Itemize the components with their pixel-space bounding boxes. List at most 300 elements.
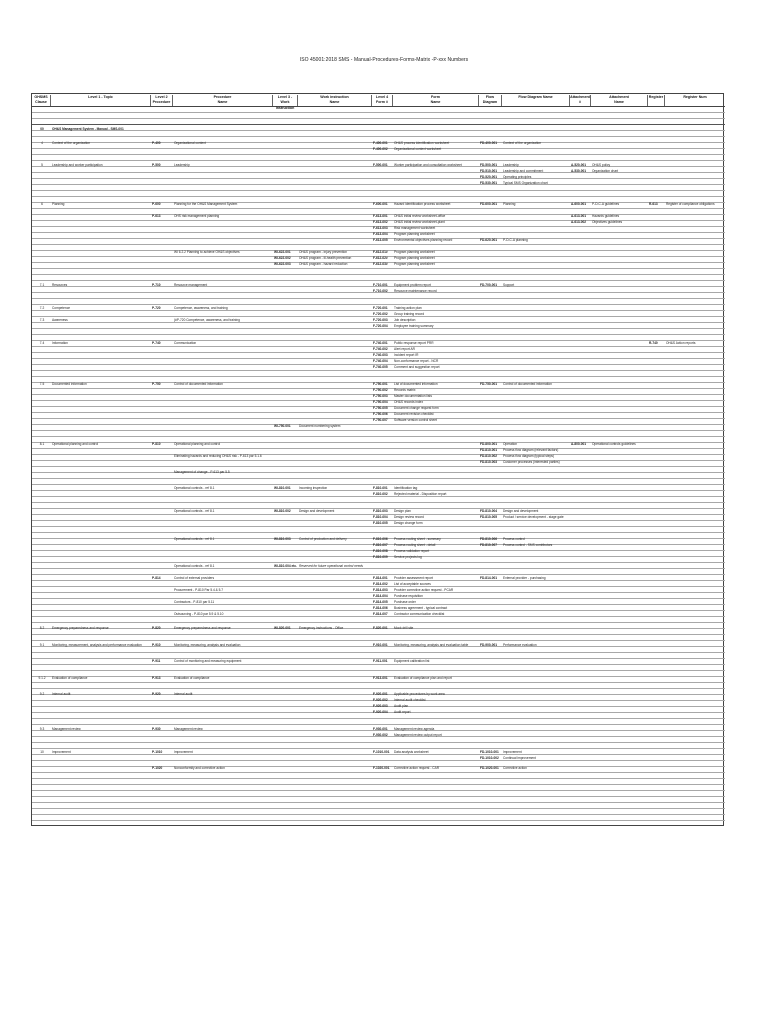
row-divider (32, 754, 725, 755)
cell-form: F-613-003 (373, 226, 388, 230)
cell-form: F-612-03# (373, 262, 388, 266)
cell-form: F-911-001 (373, 659, 388, 663)
cell-flow: FD-814-001 (480, 576, 498, 580)
row-divider (32, 370, 725, 371)
cell-fname: Environmental objectives planning record (394, 238, 453, 242)
row-divider (32, 448, 725, 449)
cell-fname: Applicable procedures by work area (394, 692, 445, 696)
cell-flname: Operation (503, 442, 517, 446)
cell-form: F-500-001 (373, 163, 388, 167)
cell-form: F-920-004 (373, 710, 388, 714)
row-divider (32, 118, 725, 119)
header-register: Register (648, 95, 665, 106)
cell-pname: Planning for the OH&S Management System (174, 202, 238, 206)
cell-form: F-710-002 (373, 289, 388, 293)
cell-fname: Master documentation lists (394, 394, 432, 398)
cell-pname: Communication (174, 341, 197, 345)
cell-l1: Resources (52, 283, 68, 287)
cell-fname: OH&S initial review worksheet-office (394, 214, 446, 218)
cell-pname: Leadership (174, 163, 190, 167)
cell-fname: Job description (394, 318, 416, 322)
cell-fname: Management review output report (394, 733, 442, 737)
row-divider (32, 328, 725, 329)
cell-form: F-820-001 (373, 626, 388, 630)
cell-proc: P-720 (152, 306, 161, 310)
cell-fname: Data analysis worksheet (394, 750, 429, 754)
cell-form: F-613-005 (373, 238, 388, 242)
cell-form: F-613-004 (373, 232, 388, 236)
cell-flow: FD-520-001 (480, 175, 498, 179)
header-attachment-name: Attachment Name (591, 95, 648, 106)
cell-form: F-810-001 (373, 486, 388, 490)
cell-fname: Comment and suggestion report (394, 365, 440, 369)
cell-fname: Internal audit checklist (394, 698, 426, 702)
row-divider (32, 244, 725, 245)
cell-flow: FD-810-006 (480, 537, 498, 541)
row-divider (32, 604, 725, 605)
header-form-name: Form Name (393, 95, 479, 106)
cell-clause: 9.1.2 (38, 676, 46, 680)
row-divider (32, 640, 725, 641)
row-divider (32, 472, 725, 473)
cell-flname: Context of the organization (503, 141, 542, 145)
cell-flow: FD-810-007 (480, 543, 498, 547)
cell-attname: Objectives guidelines (592, 220, 623, 224)
cell-form: F-1020-001 (373, 766, 390, 770)
cell-fname: Training action plan (394, 306, 422, 310)
cell-winame: Document numbering system (299, 424, 341, 428)
cell-form: F-814-005 (373, 600, 388, 604)
cell-fname: Evaluation of compliance plan and report (394, 676, 452, 680)
cell-l1: Monitoring, measurement, analysis and performance evaluation (52, 643, 142, 647)
cell-fname: Audit plan (394, 704, 409, 708)
cell-form: F-814-002 (373, 582, 388, 586)
header-level3: Level 3 - Work Instruction (273, 95, 298, 106)
cell-fname: Design change form (394, 521, 423, 525)
cell-proc: P-930 (152, 727, 161, 731)
cell-winame: Incoming inspection (299, 486, 328, 490)
cell-flow: FD-1020-001 (480, 766, 499, 770)
cell-form: F-814-001 (373, 576, 388, 580)
cell-pname: Control of monitoring and measuring equipment (174, 659, 242, 663)
row-divider (32, 748, 725, 749)
row-divider (32, 634, 725, 635)
row-divider (32, 802, 725, 803)
cell-flname: Process flow diagram (typical steps) (503, 454, 555, 458)
cell-fname: Purchase requisition (394, 594, 423, 598)
cell-pname: Management review (174, 727, 203, 731)
cell-pname: Procurement - P-810 Par 5.4 & 5.7 (174, 588, 224, 592)
cell-flname: Product / service development - stage gate (503, 515, 564, 519)
header-flow-name: Flow Diagram Name (502, 95, 570, 106)
row-divider (32, 376, 725, 377)
cell-clause: 5 (41, 163, 43, 167)
row-divider (32, 610, 725, 611)
cell-form: F-913-001 (373, 676, 388, 680)
cell-fname: OH&S records index (394, 400, 424, 404)
cell-flow: FD-900-001 (480, 643, 498, 647)
cell-proc: P-920 (152, 692, 161, 696)
cell-form: F-613-001 (373, 214, 388, 218)
cell-form: F-740-004 (373, 359, 388, 363)
row-divider (32, 136, 725, 137)
cell-fname: OH&S initial review worksheet-plant (394, 220, 445, 224)
cell-fname: Document revision checklist (394, 412, 434, 416)
row-divider (32, 664, 725, 665)
cell-clause: 9.3 (39, 727, 45, 731)
cell-fname: Process routing sheet - summary (394, 537, 441, 541)
cell-pname: Monitoring, measuring, analysis and evaluation (174, 643, 241, 647)
cell-flow: FD-530-001 (480, 181, 498, 185)
cell-form: F-930-001 (373, 727, 388, 731)
cell-flname: Design and development (503, 509, 539, 513)
row-divider (32, 298, 725, 299)
cell-pname: Operational controls - ref 8.1 (174, 564, 215, 568)
row-divider (32, 616, 725, 617)
cell-form: F-920-002 (373, 698, 388, 702)
row-divider (32, 760, 725, 761)
page-title: ISO 45001:2018 SMS - Manual-Procedures-Forms-Matrix -P-xxx Numbers (299, 57, 469, 63)
cell-form: F-740-003 (373, 353, 388, 357)
cell-flow: FD-810-004 (480, 509, 498, 513)
cell-fname: Document change request form (394, 406, 439, 410)
row-divider (32, 670, 725, 671)
cell-fname: Alert report AR (394, 347, 415, 351)
cell-winame: Design and development (299, 509, 335, 513)
cell-flow: FD-810-001 (480, 448, 498, 452)
cell-fname: Records matrix (394, 388, 416, 392)
cell-fname: Employee training summary (394, 324, 434, 328)
cell-form: F-750-001 (373, 382, 388, 386)
cell-flname: Support (503, 283, 515, 287)
cell-fname: OH&S process identification worksheet (394, 141, 450, 145)
row-divider (32, 454, 725, 455)
cell-form: F-920-003 (373, 704, 388, 708)
cell-form: F-750-005 (373, 406, 388, 410)
cell-fname: Design plan (394, 509, 411, 513)
cell-flname: External provider - purchasing (503, 576, 546, 580)
row-divider (32, 274, 725, 275)
cell-form: F-613-002 (373, 220, 388, 224)
header-flow: Flow Diagram (479, 95, 502, 106)
cell-proc: P-613 (152, 214, 161, 218)
cell-fname: Program planning worksheet (394, 256, 435, 260)
row-divider (32, 718, 725, 719)
cell-flname: Leadership (503, 163, 519, 167)
cell-fname: List of acceptable sources (394, 582, 431, 586)
cell-form: F-814-003 (373, 588, 388, 592)
row-divider (32, 742, 725, 743)
cell-pname: Competence, awareness, and training (174, 306, 228, 310)
cell-flow: FD-750-001 (480, 382, 498, 386)
cell-fname: Service projects log (394, 555, 422, 559)
cell-fname: Resource maintenance record (394, 289, 437, 293)
cell-fname: Non-conformance report - NCR (394, 359, 439, 363)
cell-flname: Control of documented information (503, 382, 552, 386)
row-divider (32, 598, 725, 599)
cell-form: F-810-004 (373, 515, 388, 519)
row-divider (32, 592, 725, 593)
cell-wi: WI-810-003 (274, 537, 291, 541)
cell-proc: P-820 (152, 626, 161, 630)
cell-winame: OH&S program - hazard reduction (299, 262, 348, 266)
row-divider (32, 688, 725, 689)
cell-fname: Process validation report (394, 549, 430, 553)
cell-l1: Planning (52, 202, 65, 206)
cell-form: F-750-004 (373, 400, 388, 404)
cell-att: A-613-002 (571, 220, 587, 224)
row-divider (32, 568, 725, 569)
cell-pname: Control of external providers (174, 576, 215, 580)
cell-flow: FD-400-001 (480, 141, 498, 145)
cell-fname: Program planning worksheet (394, 262, 435, 266)
cell-l1: Internal audit (52, 692, 71, 696)
cell-form: F-814-006 (373, 606, 388, 610)
cell-form: F-814-007 (373, 612, 388, 616)
row-divider (32, 682, 725, 683)
row-divider (32, 814, 725, 815)
cell-fname: Process routing sheet - detail (394, 543, 436, 547)
cell-pname: OHS risk management planning (174, 214, 220, 218)
cell-form: F-930-002 (373, 733, 388, 737)
cell-form: F-810-006 (373, 537, 388, 541)
cell-pname: Nonconformity and corrective action (174, 766, 225, 770)
section-divider (32, 124, 725, 125)
cell-proc: P-750 (152, 382, 161, 386)
row-divider (32, 808, 725, 809)
row-divider (32, 772, 725, 773)
header-level4: Level 4 Form # (372, 95, 393, 106)
cell-attname: OH&S policy (592, 163, 611, 167)
header-register-name: Register Num (683, 94, 707, 99)
cell-form: F-720-003 (373, 318, 388, 322)
cell-form: F-740-002 (373, 347, 388, 351)
cell-attname: Organization chart (592, 169, 619, 173)
cell-fname: Risk management worksheet (394, 226, 436, 230)
cell-form: F-720-001 (373, 306, 388, 310)
row-divider (32, 334, 725, 335)
cell-form: F-810-007 (373, 543, 388, 547)
cell-pname: WI 6.2.2 Planning to achieve OH&S objectives (174, 250, 240, 254)
cell-wi: WI-622-003 (274, 262, 291, 266)
cell-form: F-810-008 (373, 549, 388, 553)
row-divider (32, 460, 725, 461)
cell-pname: Operational controls - ref 8.1 (174, 509, 215, 513)
cell-fname: Equipment calibration list (394, 659, 430, 663)
cell-flow: FD-700-001 (480, 283, 498, 287)
cell-proc: P-740 (152, 341, 161, 345)
cell-proc: P-814 (152, 576, 161, 580)
header-level2: Level 2 Procedure (151, 95, 173, 106)
cell-proc: P-710 (152, 283, 161, 287)
row-divider (32, 778, 725, 779)
row-divider (32, 208, 725, 209)
cell-form: F-720-004 (373, 324, 388, 328)
cell-fname: Software version control sheet (394, 418, 437, 422)
cell-pname: Operational controls - ref 8.1 (174, 537, 215, 541)
cell-winame: OH&S program - injury prevention (299, 250, 348, 254)
cell-pname: Control of documented information (174, 382, 223, 386)
cell-l1: Information (52, 341, 68, 345)
cell-form: F-600-001 (373, 202, 388, 206)
cell-flname: Process control - SMS contributors (503, 543, 553, 547)
cell-clause: 10 (40, 750, 44, 754)
cell-flow: FD-510-001 (480, 169, 498, 173)
cell-wi: WI-810-001 (274, 486, 291, 490)
cell-fname: Equipment problem report (394, 283, 431, 287)
cell-flname: Customer processes (interested parties) (503, 460, 560, 464)
cell-flname: Operating principles (503, 175, 532, 179)
cell-proc: P-1010 (152, 750, 163, 754)
cell-form: F-810-003 (373, 509, 388, 513)
cell-att: A-600-001 (571, 202, 587, 206)
row-divider (32, 430, 725, 431)
cell-pname: (#P-720 Competence, awareness, and training (174, 318, 240, 322)
cell-form: F-740-001 (373, 341, 388, 345)
cell-fname: Incident report IR (394, 353, 419, 357)
cell-form: F-810-009 (373, 555, 388, 559)
header-level1: Level 1 - Topic (51, 95, 151, 106)
cell-flow: FD-810-002 (480, 454, 498, 458)
header-wi-name: Work instruction Name (298, 95, 372, 106)
cell-fname: Monitoring, measuring, analysis and evaluation table (394, 643, 469, 647)
cell-clause: 7.5 (39, 382, 45, 386)
cell-attname: P-D-C-A guidelines (592, 202, 620, 206)
cell-form: F-710-001 (373, 283, 388, 287)
cell-form: F-910-001 (373, 643, 388, 647)
row-divider (32, 784, 725, 785)
cell-attname: Hazards guidelines (592, 214, 620, 218)
matrix-sheet (31, 93, 724, 826)
cell-pname: Improvement (174, 750, 193, 754)
cell-pname: Outsourcing - P-810 par 5.9 & 5.10 (174, 612, 224, 616)
cell-proc: P-911 (152, 659, 161, 663)
cell-proc: P-400 (152, 141, 161, 145)
cell-wi: WI-810-002 (274, 509, 291, 513)
row-divider (32, 310, 725, 311)
row-divider (32, 496, 725, 497)
row-divider (32, 484, 725, 485)
cell-wi: WI-820-001 (274, 626, 291, 630)
cell-flow: FD-1010-002 (480, 756, 499, 760)
cell-l1: Documented information (52, 382, 87, 386)
cell-proc: P-810 (152, 442, 161, 446)
cell-flname: Improvement (503, 750, 522, 754)
cell-flname: Process control (503, 537, 525, 541)
row-divider (32, 562, 725, 563)
cell-fname: Public response report PRR (394, 341, 434, 345)
row-divider (32, 796, 725, 797)
row-divider (32, 268, 725, 269)
cell-flname: Performance evaluation (503, 643, 537, 647)
cell-fname: Program planning worksheet (394, 232, 435, 236)
row-divider (32, 466, 725, 467)
cell-fname: Worker participation and consultation worksheet (394, 163, 462, 167)
cell-flow: FD-800-001 (480, 442, 498, 446)
row-divider (32, 190, 725, 191)
cell-form: F-720-002 (373, 312, 388, 316)
cell-l1: Awareness (52, 318, 68, 322)
row-divider (32, 184, 725, 185)
cell-winame: Reserved for future operational control needs (299, 564, 363, 568)
cell-form: F-750-006 (373, 412, 388, 416)
cell-fname: Mock drill site (394, 626, 414, 630)
cell-l1: Competence (52, 306, 71, 310)
cell-wi: WI-810-004 etc. (274, 564, 298, 568)
cell-winame: OH&S program - ill-health prevention (299, 256, 352, 260)
row-divider (32, 502, 725, 503)
cell-fname: Provider corrective action request - PCAR (394, 588, 454, 592)
cell-clause: 7.1 (39, 283, 45, 287)
cell-proc: P-500 (152, 163, 161, 167)
cell-flname: Corrective action (503, 766, 527, 770)
cell-att: A-520-001 (571, 163, 587, 167)
header-clause: OHSMS Clause (32, 95, 51, 106)
row-divider (32, 112, 725, 113)
row-divider (32, 790, 725, 791)
cell-fname: Organizational context worksheet (394, 147, 442, 151)
cell-form: F-612-02# (373, 256, 388, 260)
cell-fname: List of documented information (394, 382, 438, 386)
cell-clause: 7.2 (39, 306, 45, 310)
cell-clause: 7.4 (39, 341, 45, 345)
cell-regname: OH&S Action reports (666, 341, 696, 345)
cell-flow: FD-620-001 (480, 238, 498, 242)
row-divider (32, 304, 725, 305)
row-divider (32, 652, 725, 653)
row-divider (32, 622, 725, 623)
cell-clause: 7.3 (39, 318, 45, 322)
cell-fname: Group training record (394, 312, 425, 316)
cell-pname: Organizational context (174, 141, 206, 145)
row-divider (32, 322, 725, 323)
cell-flname: Planning (503, 202, 516, 206)
cell-clause: 8.2 (39, 626, 45, 630)
cell-l1: OH&S Management System - Manual - SMS-001 (52, 127, 124, 131)
cell-flname: Typical SMS Organization chart (503, 181, 548, 185)
cell-att: A-530-001 (571, 169, 587, 173)
cell-fname: Program planning worksheet (394, 250, 435, 254)
cell-fname: Design review record (394, 515, 424, 519)
row-divider (32, 820, 725, 821)
cell-form: F-920-001 (373, 692, 388, 696)
cell-pname: Operational planning and control (174, 442, 221, 446)
cell-wi: WI-622-002 (274, 256, 291, 260)
cell-clause: 00 (40, 127, 44, 131)
cell-pname: Management of change - P-613 par 5.5 (174, 470, 230, 474)
cell-fname: Identification tag (394, 486, 418, 490)
row-divider (32, 160, 725, 161)
cell-form: F-810-002 (373, 492, 388, 496)
cell-fname: Management review agenda (394, 727, 435, 731)
row-divider (32, 424, 725, 425)
cell-att: A-613-001 (571, 214, 587, 218)
cell-flname: Leadership and commitment (503, 169, 544, 173)
cell-pname: Resource management (174, 283, 208, 287)
row-divider (32, 178, 725, 179)
row-divider (32, 586, 725, 587)
cell-wi: WI-750-001 (274, 424, 291, 428)
cell-fname: Audit report (394, 710, 411, 714)
cell-fname: Contractor communication checklist (394, 612, 445, 616)
cell-proc: P-913 (152, 676, 161, 680)
cell-form: F-750-007 (373, 418, 388, 422)
row-divider (32, 490, 725, 491)
cell-wi: WI-622-001 (274, 250, 291, 254)
cell-clause: 6 (41, 202, 43, 206)
cell-form: F-750-002 (373, 388, 388, 392)
cell-pname: Emergency preparedness and response (174, 626, 231, 630)
